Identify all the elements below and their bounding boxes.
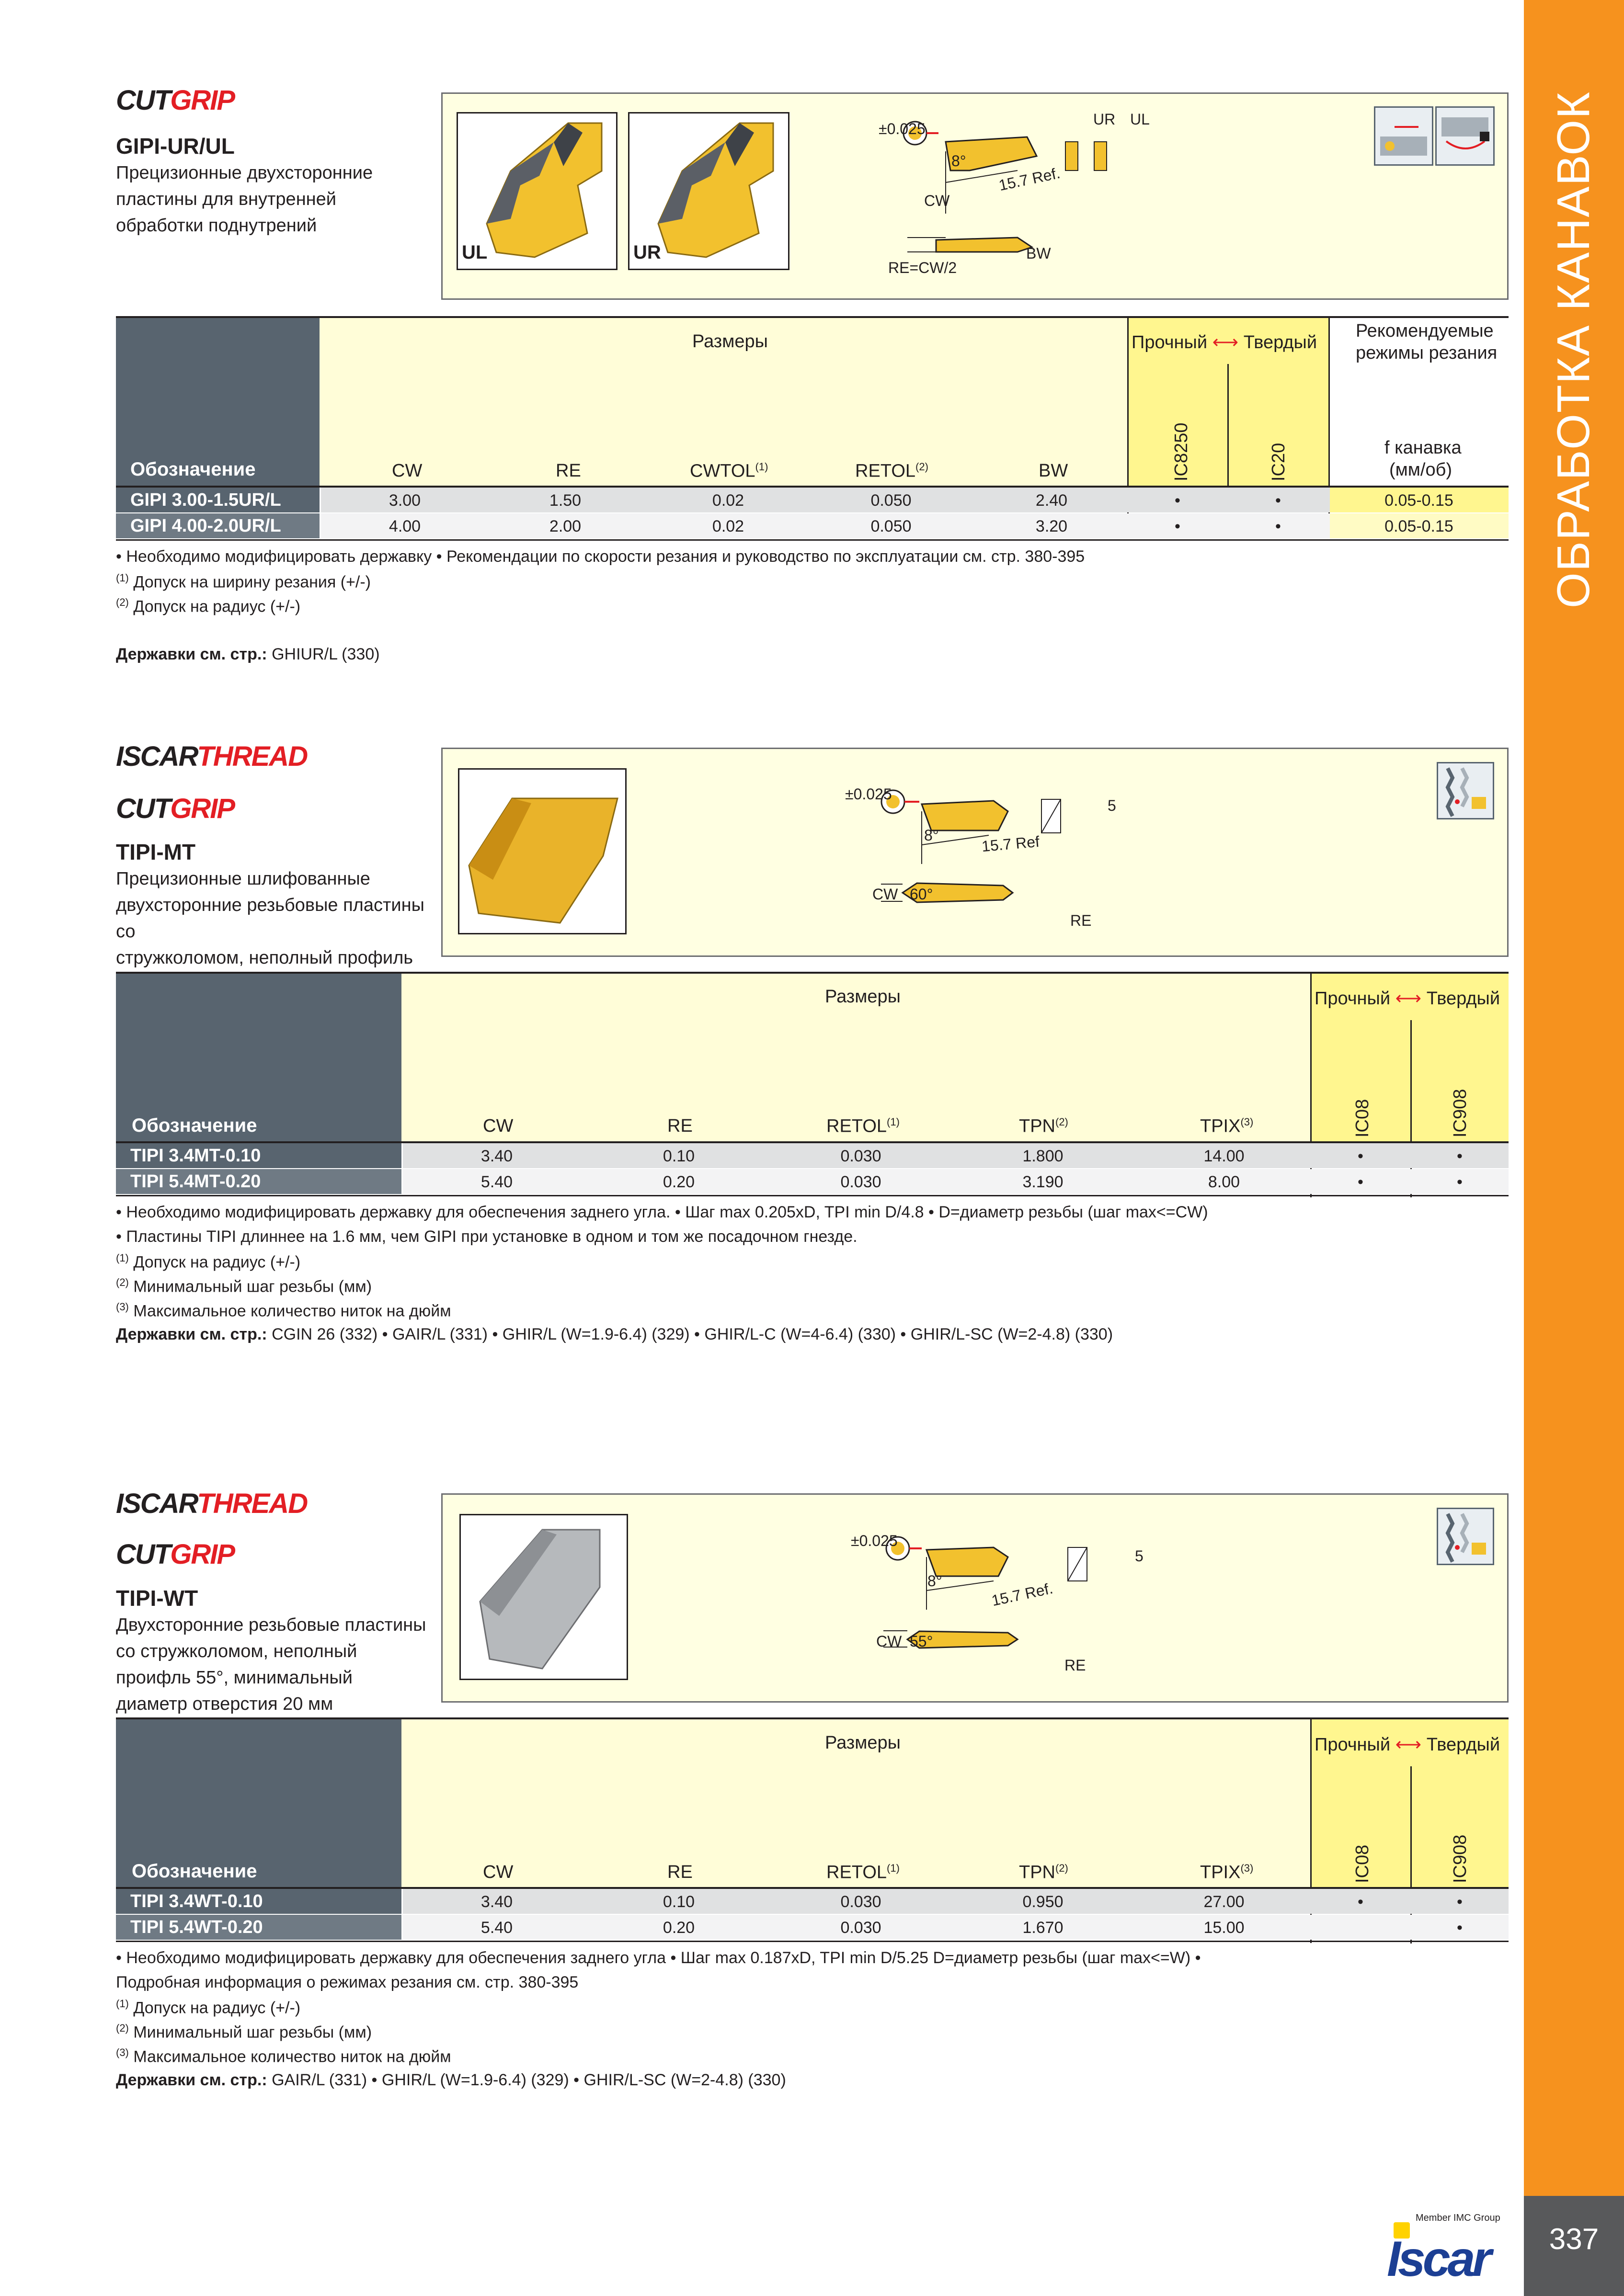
thread-internal-icon	[1437, 1508, 1494, 1565]
dims-header: Размеры	[825, 1733, 901, 1753]
col-cw: CW	[392, 461, 423, 481]
cell-cw: 3.00	[389, 491, 421, 510]
col-designation: Обозначение	[132, 1115, 257, 1136]
insert-mt-icon	[459, 770, 625, 933]
insert-wt-icon	[461, 1515, 627, 1679]
grade-ic20: IC20	[1269, 443, 1289, 481]
fig-re: RE=CW/2	[888, 259, 957, 276]
cell-re: 0.20	[663, 1173, 695, 1191]
product-title: TIPI-WT	[116, 1586, 198, 1611]
insert-image-ur	[628, 112, 789, 270]
iscar-logo	[1387, 2213, 1511, 2287]
grade-tough: Прочный ⟷ Твердый	[1315, 1735, 1500, 1755]
fig-ref: 15.7 Ref	[981, 832, 1041, 855]
cell-cw: 5.40	[480, 1173, 513, 1191]
cell-re: 1.50	[549, 491, 582, 510]
feed-header-1: f канавка	[1384, 438, 1462, 458]
cell-cwtol: 0.02	[712, 491, 744, 510]
cell-feed: 0.05-0.15	[1384, 491, 1453, 510]
cell-re: 0.10	[663, 1147, 695, 1165]
fig-re: RE	[1064, 1657, 1086, 1674]
fig-bw: BW	[1026, 245, 1051, 262]
cell-tpix: 8.00	[1208, 1173, 1240, 1191]
col-retol: RETOL$^{(1)}$	[826, 1862, 900, 1883]
note-footnote-1: $^{(1)}$ Допуск на ширину резания (+/-)	[116, 572, 371, 591]
table-row-name: TIPI 3.4WT-0.10	[116, 1889, 401, 1914]
col-bw: BW	[1039, 461, 1068, 481]
note-footnote-1: $^{(1)}$ Допуск на радиус (+/-)	[116, 1252, 301, 1272]
fig-re: RE	[1070, 912, 1092, 929]
fig-angle: 8°	[951, 152, 966, 170]
label-ur: UR	[633, 242, 661, 263]
cell-tpn: 0.950	[1022, 1893, 1064, 1911]
rec-header-1: Рекомендуемые	[1356, 321, 1494, 341]
cell-re: 0.10	[663, 1893, 695, 1911]
fig-profile-angle: 55°	[910, 1633, 933, 1650]
cell-retol: 0.030	[840, 1919, 881, 1937]
note-footnote-2: $^{(2)}$ Минимальный шаг резьбы (мм)	[116, 1276, 372, 1296]
col-designation: Обозначение	[132, 1861, 257, 1882]
fig-tolerance: ±0.025	[845, 785, 892, 803]
fig-five: 5	[1135, 1547, 1144, 1565]
iscarthread-brand: ISCARTHREAD	[116, 741, 308, 772]
fig-five: 5	[1108, 797, 1116, 814]
cell-tpn: 1.800	[1022, 1147, 1064, 1165]
cell-retol: 0.030	[840, 1173, 881, 1191]
col-tpix: TPIX$^{(3)}$	[1200, 1862, 1254, 1883]
note-footnote-3: $^{(3)}$ Максимальное количество ниток на дюйм	[116, 1301, 451, 1320]
note-line: • Пластины TIPI длиннее на 1.6 мм, чем GIPI при установке в одном и том же посадочном гнезде.	[116, 1228, 858, 1246]
col-cw: CW	[483, 1116, 514, 1136]
holders-line: Державки см. стр.: CGIN 26 (332) • GAIR/L (331) • GHIR/L (W=1.9-6.4) (329) • GHIR/L-C (W=4-6.4) (330) • GHIR/L-SC (W=2-4.8) (330)	[116, 1325, 1113, 1343]
cutgrip-brand: CUTGRIP	[116, 85, 235, 116]
fig-cw: CW	[924, 192, 950, 209]
col-tpn: TPN$^{(2)}$	[1019, 1862, 1068, 1883]
cell-grade-2: •	[1457, 1173, 1463, 1191]
cell-grade-1: •	[1358, 1147, 1363, 1165]
label-ul: UL	[462, 242, 488, 263]
grade-tough: Прочный ⟷ Твердый	[1132, 332, 1317, 352]
cell-grade-2: •	[1457, 1893, 1463, 1911]
cutgrip-brand: CUTGRIP	[116, 1539, 235, 1570]
cell-grade-1: •	[1175, 491, 1180, 510]
col-cwtol: CWTOL$^{(1)}$	[690, 461, 768, 481]
col-re: RE	[667, 1862, 693, 1882]
cell-retol: 0.050	[870, 491, 912, 510]
logo-word: Iscar	[1387, 2231, 1489, 2287]
fig-cw: CW	[872, 886, 898, 903]
figure-panel	[441, 92, 1509, 300]
fig-ul: UL	[1130, 111, 1150, 128]
insert-image-mt	[458, 768, 627, 934]
cell-grade-2: •	[1275, 491, 1281, 510]
cell-cw: 3.40	[480, 1147, 513, 1165]
table-row-name: GIPI 3.00-1.5UR/L	[116, 488, 320, 512]
cell-grade-2: •	[1457, 1919, 1463, 1937]
table-row-name: TIPI 5.4WT-0.20	[116, 1915, 401, 1940]
note-footnote-3: $^{(3)}$ Максимальное количество ниток на дюйм	[116, 2046, 451, 2066]
grade-ic8250: IC8250	[1171, 422, 1191, 481]
cell-re: 2.00	[549, 517, 582, 535]
section-title-vertical: ОБРАБОТКА КАНАВОК	[1548, 91, 1599, 608]
note-footnote-2: $^{(2)}$ Допуск на радиус (+/-)	[116, 596, 301, 616]
cell-grade-2: •	[1275, 517, 1281, 535]
thread-internal-icon	[1437, 762, 1494, 819]
cell-tpn: 3.190	[1022, 1173, 1064, 1191]
internal-groove-icon	[1374, 106, 1433, 166]
col-cw: CW	[483, 1862, 514, 1882]
grade-ic908: IC908	[1450, 1834, 1470, 1883]
figure-panel	[441, 748, 1509, 957]
col-tpix: TPIX$^{(3)}$	[1200, 1116, 1254, 1137]
product-description: Прецизионные двухсторонние пластины для внутренней обработки поднутрений	[116, 163, 373, 236]
note-footnote-2: $^{(2)}$ Минимальный шаг резьбы (мм)	[116, 2022, 372, 2042]
dims-header: Размеры	[825, 987, 901, 1007]
cell-grade-2: •	[1457, 1147, 1463, 1165]
cell-tpix: 14.00	[1203, 1147, 1245, 1165]
col-designation: Обозначение	[130, 459, 256, 480]
col-retol: RETOL$^{(2)}$	[855, 461, 928, 481]
member-text: Member IMC Group	[1416, 2213, 1500, 2223]
col-retol: RETOL$^{(1)}$	[826, 1116, 900, 1137]
holders-line: Державки см. стр.: GHIUR/L (330)	[116, 645, 380, 663]
cell-re: 0.20	[663, 1919, 695, 1937]
fig-angle: 8°	[927, 1572, 942, 1590]
holders-line: Державки см. стр.: GAIR/L (331) • GHIR/L (W=1.9-6.4) (329) • GHIR/L-SC (W=2-4.8) (330)	[116, 2071, 786, 2089]
note-line: Подробная информация о режимах резания см. стр. 380-395	[116, 1973, 579, 1991]
cutgrip-brand: CUTGRIP	[116, 793, 235, 824]
cell-grade-1: •	[1358, 1893, 1363, 1911]
feed-header-2: (мм/об)	[1389, 460, 1452, 480]
cell-retol: 0.030	[840, 1893, 881, 1911]
fig-tolerance: ±0.025	[851, 1532, 898, 1549]
note-line: • Необходимо модифицировать державку для обеспечения заднего угла. • Шаг max 0.205xD, TPI min D/4.8 • D=диаметр резьбы (шаг max<=CW)	[116, 1203, 1208, 1221]
table-row-name: TIPI 3.4MT-0.10	[116, 1143, 401, 1168]
cell-tpix: 27.00	[1203, 1893, 1245, 1911]
cell-cwtol: 0.02	[712, 517, 744, 535]
fig-ref: 15.7 Ref.	[990, 1579, 1055, 1610]
table-row-name: TIPI 5.4MT-0.20	[116, 1169, 401, 1194]
grade-tough: Прочный ⟷ Твердый	[1315, 989, 1500, 1009]
fig-angle: 8°	[924, 827, 939, 844]
col-re: RE	[667, 1116, 693, 1136]
page-number: 337	[1549, 2223, 1599, 2256]
col-tpn: TPN$^{(2)}$	[1019, 1116, 1068, 1137]
fig-profile-angle: 60°	[910, 886, 933, 903]
product-description: Двухсторонние резьбовые пластины со стружколомом, неполный проифль 55°, минимальный диаметр отверстия 20 мм	[116, 1615, 426, 1714]
table-row-name: GIPI 4.00-2.0UR/L	[116, 513, 320, 538]
note-footnote-1: $^{(1)}$ Допуск на радиус (+/-)	[116, 1998, 301, 2017]
fig-ur: UR	[1093, 111, 1116, 128]
product-description: Прецизионные шлифованные двухсторонние резьбовые пластины со стружколомом, неполный профиль	[116, 869, 424, 968]
rec-header-2: режимы резания	[1356, 343, 1498, 363]
fig-tolerance: ±0.025	[879, 120, 926, 137]
undercut-icon	[1435, 106, 1495, 166]
cell-cw: 3.40	[480, 1893, 513, 1911]
cell-retol: 0.050	[870, 517, 912, 535]
insert-image-ul	[457, 112, 618, 270]
cell-bw: 2.40	[1035, 491, 1068, 510]
figure-panel	[441, 1493, 1509, 1703]
col-re: RE	[556, 461, 581, 481]
grade-ic08: IC08	[1352, 1099, 1372, 1137]
cell-grade-1: •	[1358, 1173, 1363, 1191]
cell-cw: 5.40	[480, 1919, 513, 1937]
grade-ic08: IC08	[1352, 1844, 1372, 1883]
insert-image-wt	[459, 1514, 628, 1680]
grade-ic908: IC908	[1450, 1089, 1470, 1137]
fig-cw: CW	[876, 1633, 902, 1650]
note-line: • Необходимо модифицировать державку для обеспечения заднего угла • Шаг max 0.187xD, TPI min D/5.25 D=диаметр резьбы (шаг max<=W) •	[116, 1949, 1201, 1967]
product-title: GIPI-UR/UL	[116, 134, 235, 159]
cell-retol: 0.030	[840, 1147, 881, 1165]
iscarthread-brand: ISCARTHREAD	[116, 1488, 308, 1519]
cell-feed: 0.05-0.15	[1384, 517, 1453, 535]
note-line: • Необходимо модифицировать державку • Рекомендации по скорости резания и руководство по эксплуатации см. стр. 380-395	[116, 547, 1085, 566]
cell-tpix: 15.00	[1203, 1919, 1245, 1937]
dims-header: Размеры	[692, 331, 768, 352]
cell-grade-1: •	[1175, 517, 1180, 535]
cell-cw: 4.00	[389, 517, 421, 535]
table-row	[403, 1915, 1509, 1940]
cell-tpn: 1.670	[1022, 1919, 1064, 1937]
fig-ref: 15.7 Ref.	[997, 164, 1062, 194]
product-title: TIPI-MT	[116, 840, 196, 864]
cell-bw: 3.20	[1035, 517, 1068, 535]
